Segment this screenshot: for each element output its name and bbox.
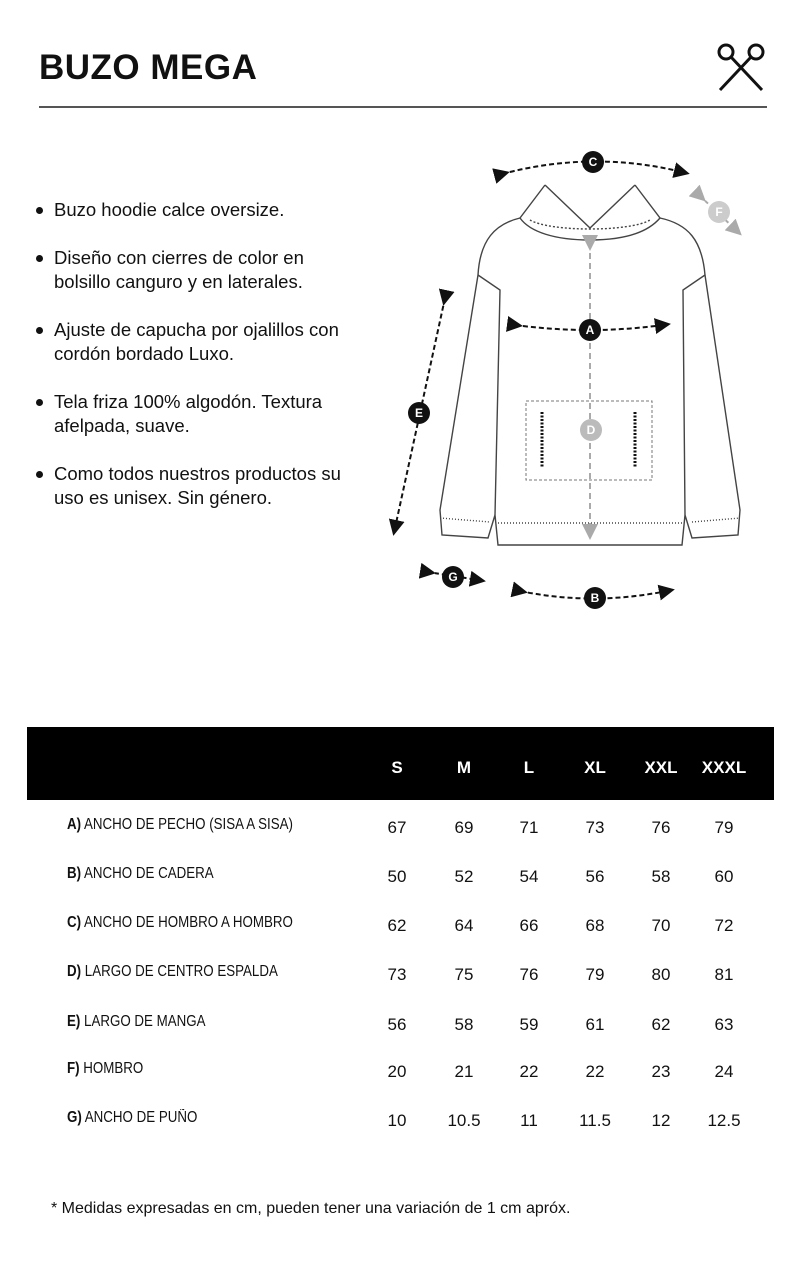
measurement-name: ANCHO DE HOMBRO A HOMBRO: [84, 914, 293, 931]
table-cell: 62: [651, 1015, 671, 1034]
marker-d: D: [586, 423, 596, 437]
marker-f: F: [715, 205, 723, 219]
table-cell: 58: [651, 867, 671, 886]
feature-item: Tela friza 100% algodón. Textura afelpada, suave.: [34, 390, 364, 438]
measurement-code: D): [67, 963, 82, 980]
table-cell: 56: [387, 1015, 407, 1034]
footnote: * Medidas expresadas en cm, pueden tener una variación de 1 cm apróx.: [51, 1200, 571, 1217]
marker-b: B: [590, 591, 600, 605]
table-cell: 58: [454, 1015, 474, 1034]
table-cell: 64: [454, 916, 474, 935]
table-cell: 54: [519, 867, 539, 886]
table-cell: 76: [519, 965, 539, 984]
measurement-label: [67, 1060, 143, 1078]
table-cell: 11.5: [579, 1111, 611, 1130]
table-cell: 10.5: [447, 1111, 481, 1130]
table-cell: 67: [387, 818, 407, 837]
table-cell: 66: [519, 916, 539, 935]
table-cell: 23: [651, 1062, 671, 1081]
table-cell: 72: [714, 916, 734, 935]
table-cell: 12.5: [707, 1111, 741, 1130]
measurement-code: A): [67, 816, 82, 833]
table-cell: 50: [387, 867, 407, 886]
measurement-code: E): [67, 1013, 81, 1030]
size-header: XXL: [644, 758, 678, 777]
measurement-label: [67, 1109, 197, 1127]
measurement-code: C): [67, 914, 82, 931]
measurement-name: LARGO DE MANGA: [84, 1013, 206, 1030]
table-cell: 10: [387, 1111, 407, 1130]
table-cell: 73: [387, 965, 407, 984]
table-cell: 20: [387, 1062, 407, 1081]
table-cell: 75: [454, 965, 474, 984]
marker-e: E: [414, 406, 424, 420]
table-cell: 24: [714, 1062, 734, 1081]
feature-item: Diseño con cierres de color en bolsillo canguro y en laterales.: [34, 246, 364, 294]
measurement-name: LARGO DE CENTRO ESPALDA: [84, 963, 278, 980]
table-cell: 11: [520, 1111, 538, 1130]
feature-list: [34, 198, 364, 534]
page-title: BUZO MEGA: [39, 48, 258, 87]
scissors-icon: [714, 40, 768, 94]
table-cell: 73: [585, 818, 605, 837]
size-header: XL: [584, 758, 606, 777]
table-cell: 56: [585, 867, 605, 886]
table-cell: 62: [387, 916, 407, 935]
table-cell: 79: [585, 965, 605, 984]
feature-item: Ajuste de capucha por ojalillos con cordón bordado Luxo.: [34, 318, 364, 366]
measurement-label: [67, 865, 214, 883]
table-cell: 80: [651, 965, 671, 984]
table-cell: 61: [585, 1015, 605, 1034]
table-cell: 21: [454, 1062, 474, 1081]
size-header: S: [391, 758, 403, 777]
measurement-name: ANCHO DE CADERA: [84, 865, 214, 882]
measurement-name: ANCHO DE PUÑO: [84, 1109, 198, 1126]
measurement-label: [67, 816, 293, 834]
measurement-name: HOMBRO: [83, 1060, 144, 1077]
table-cell: 71: [519, 818, 539, 837]
marker-c: C: [588, 155, 598, 169]
header-divider: [39, 106, 767, 108]
table-cell: 60: [714, 867, 734, 886]
table-cell: 52: [454, 867, 474, 886]
table-cell: 63: [714, 1015, 734, 1034]
marker-g: G: [448, 570, 458, 584]
table-cell: 22: [519, 1062, 539, 1081]
table-cell: 76: [651, 818, 671, 837]
table-cell: 79: [714, 818, 734, 837]
measurement-label: [67, 914, 293, 932]
size-header: M: [456, 758, 472, 777]
table-cell: 70: [651, 916, 671, 935]
table-cell: 59: [519, 1015, 539, 1034]
feature-item: Como todos nuestros productos su uso es unisex. Sin género.: [34, 462, 364, 510]
measurement-code: F): [67, 1060, 80, 1077]
marker-a: A: [585, 323, 595, 337]
measurement-label: [67, 1013, 206, 1031]
measurement-code: B): [67, 865, 82, 882]
table-cell: 69: [454, 818, 474, 837]
table-cell: 68: [585, 916, 605, 935]
hoodie-measurement-diagram: [380, 140, 780, 620]
table-cell: 12: [651, 1111, 671, 1130]
measurement-name: ANCHO DE PECHO (SISA A SISA): [84, 816, 293, 833]
table-cell: 81: [714, 965, 734, 984]
table-cell: 22: [585, 1062, 605, 1081]
measurement-label: [67, 963, 278, 981]
size-header: L: [523, 758, 535, 777]
measurement-code: G): [67, 1109, 82, 1126]
size-header: XXXL: [701, 758, 747, 777]
feature-item: Buzo hoodie calce oversize.: [34, 198, 364, 222]
